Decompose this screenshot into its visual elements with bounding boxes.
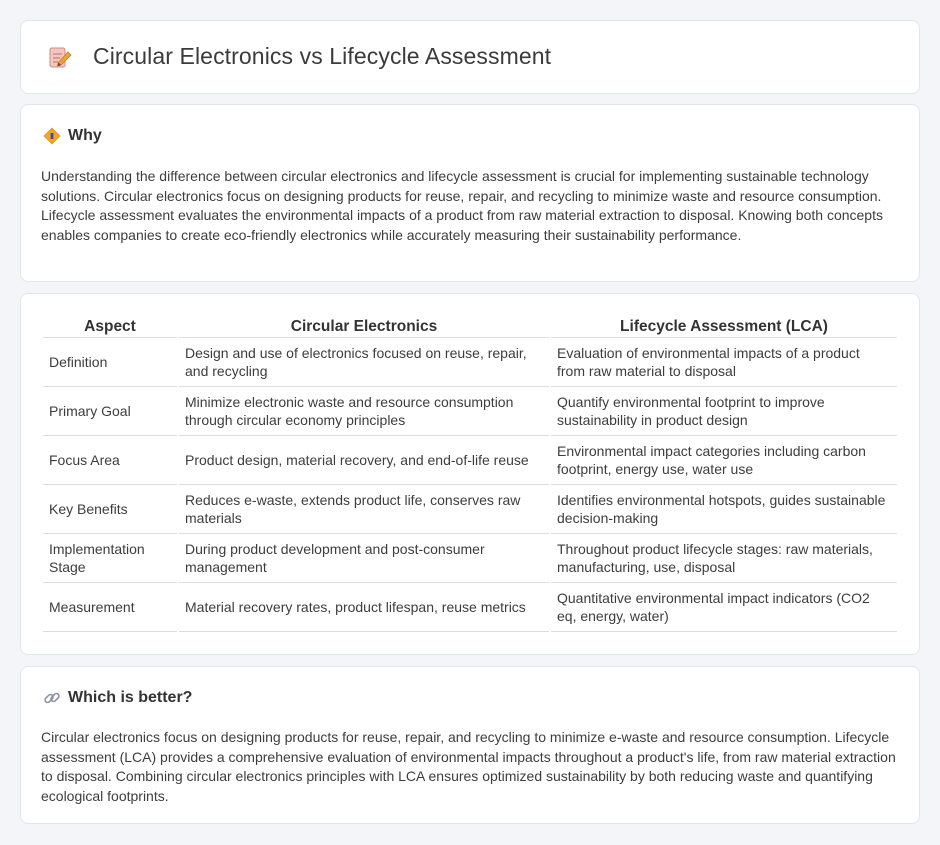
cell-circular-electronics: Design and use of electronics focused on reuse, repair, and recycling — [179, 338, 549, 387]
notepad-pencil-icon — [47, 44, 73, 70]
cell-circular-electronics: Minimize electronic waste and resource consumption through circular economy principles — [179, 387, 549, 436]
better-body: Circular electronics focus on designing products for reuse, repair, and recycling to minimize e-waste and resource consumption. Lifecycle assessment (LCA) provides a comprehensive evaluation of environmental impacts throughout a product's life, from raw material extraction to disposal. Combining circular electronics principles with LCA ensures optimized sustainability by both reducing waste and quantifying ecological footprints. — [41, 729, 896, 804]
cell-aspect: Focus Area — [43, 436, 177, 485]
table-row — [43, 387, 897, 436]
table-row — [43, 485, 897, 534]
cell-circular-electronics: Product design, material recovery, and end-of-life reuse — [179, 436, 549, 485]
why-title: Why — [68, 127, 102, 144]
cell-lca: Evaluation of environmental impacts of a product from raw material to disposal — [551, 338, 897, 387]
which-better-section — [20, 666, 920, 824]
cell-lca: Quantitative environmental impact indicators (CO2 eq, energy, water) — [551, 583, 897, 632]
header-lca: Lifecycle Assessment (LCA) — [551, 316, 897, 338]
cell-circular-electronics: Reduces e-waste, extends product life, conserves raw materials — [179, 485, 549, 534]
link-icon — [43, 689, 61, 707]
better-title: Which is better? — [68, 689, 193, 706]
title-row — [47, 43, 551, 70]
table-row — [43, 338, 897, 387]
cell-lca: Quantify environmental footprint to improve sustainability in product design — [551, 387, 897, 436]
table-row — [43, 534, 897, 583]
cell-lca: Environmental impact categories including carbon footprint, energy use, water use — [551, 436, 897, 485]
table-row — [43, 436, 897, 485]
diamond-sign-icon — [43, 127, 61, 145]
cell-circular-electronics: During product development and post-consumer management — [179, 534, 549, 583]
cell-lca: Identifies environmental hotspots, guides sustainable decision-making — [551, 485, 897, 534]
cell-aspect: Primary Goal — [43, 387, 177, 436]
cell-lca: Throughout product lifecycle stages: raw materials, manufacturing, use, disposal — [551, 534, 897, 583]
better-heading — [43, 689, 192, 707]
comparison-table-card — [20, 293, 920, 655]
cell-aspect: Implementation Stage — [43, 534, 177, 583]
cell-aspect: Definition — [43, 338, 177, 387]
header-card — [20, 20, 920, 94]
why-body: Understanding the difference between circular electronics and lifecycle assessment is crucial for implementing sustainable technology solutions. Circular electronics focus on designing products for reuse, repair, and recycling to minimize waste and resource consumption. Lifecycle assessment evaluates the environmental impacts of a product from raw material extraction to disposal. Knowing both concepts enables companies to create eco-friendly electronics while accurately measuring their sustainability performance. — [41, 168, 883, 243]
cell-aspect: Measurement — [43, 583, 177, 632]
why-heading — [43, 127, 102, 145]
header-circular-electronics: Circular Electronics — [179, 316, 549, 338]
table-header-row — [43, 316, 897, 338]
why-section — [20, 104, 920, 282]
header-aspect: Aspect — [43, 316, 177, 338]
table-row — [43, 583, 897, 632]
page-title: Circular Electronics vs Lifecycle Assessment — [93, 43, 552, 69]
comparison-table — [41, 316, 899, 632]
cell-circular-electronics: Material recovery rates, product lifespan, reuse metrics — [179, 583, 549, 632]
cell-aspect: Key Benefits — [43, 485, 177, 534]
